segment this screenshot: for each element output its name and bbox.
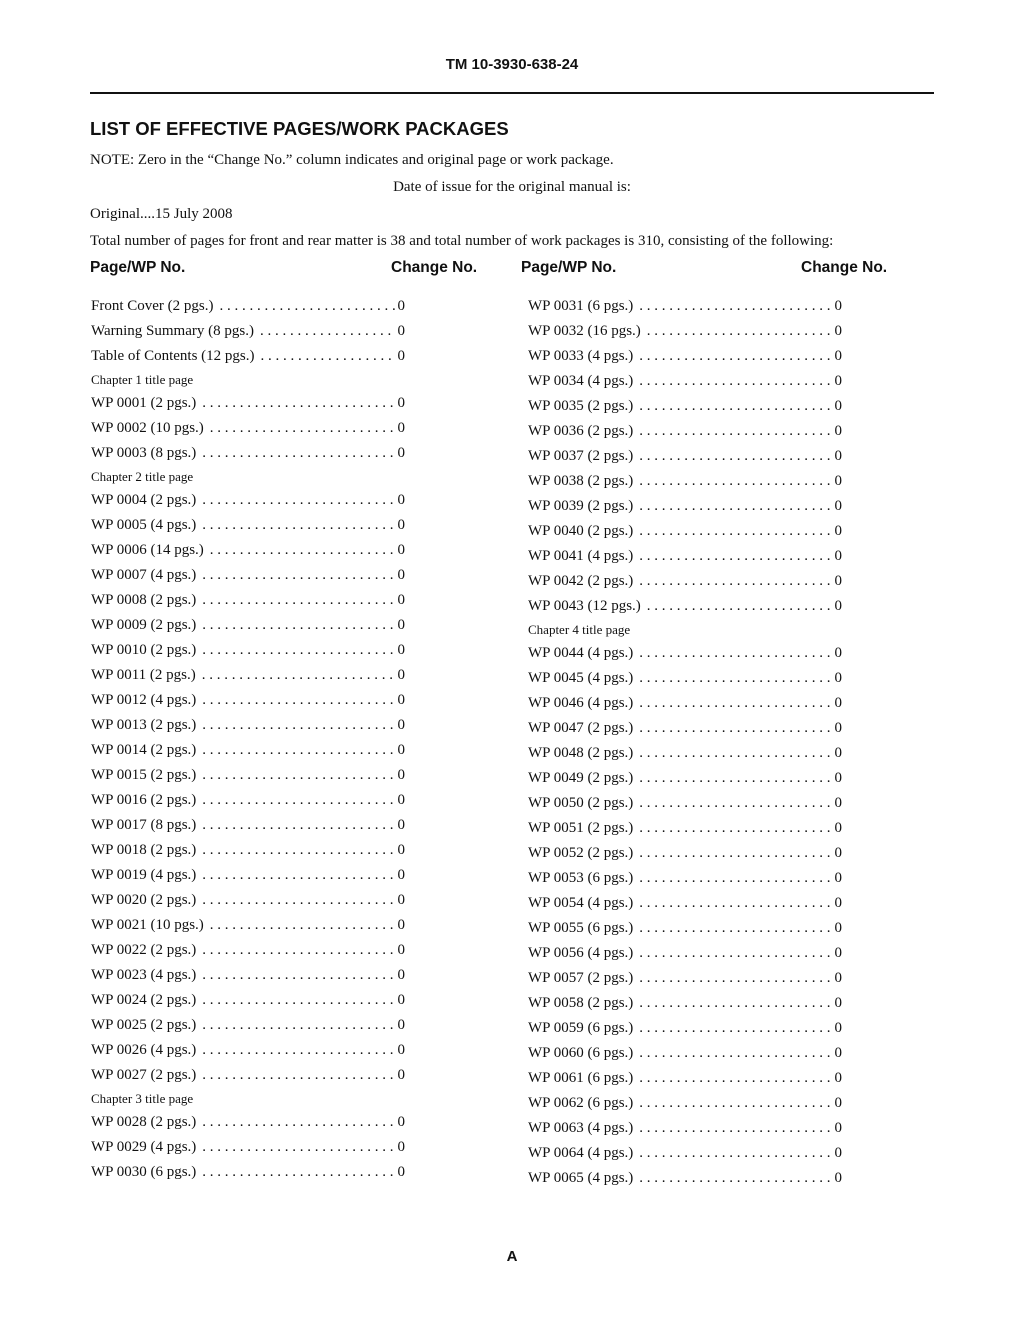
list-item — [91, 938, 405, 963]
entry-label: WP 0060 (6 pgs.) — [528, 1045, 634, 1061]
list-item — [528, 319, 842, 344]
entry-label: WP 0007 (4 pgs.) — [91, 567, 197, 583]
dot-leader — [633, 841, 832, 866]
dot-leader — [196, 1038, 395, 1063]
entry-change-number: 0 — [834, 1120, 842, 1136]
entry-change-number: 0 — [834, 598, 842, 614]
dot-leader — [196, 1013, 395, 1038]
entry-label: WP 0006 (14 pgs.) — [91, 542, 204, 558]
entry-label: WP 0014 (2 pgs.) — [91, 742, 197, 758]
entry-label: WP 0048 (2 pgs.) — [528, 745, 634, 761]
entry-change-number: 0 — [397, 867, 405, 883]
dot-leader — [633, 716, 832, 741]
entry-label: WP 0063 (4 pgs.) — [528, 1120, 634, 1136]
dot-leader — [196, 738, 395, 763]
list-item — [528, 891, 842, 916]
entry-change-number: 0 — [834, 573, 842, 589]
entry-label: WP 0041 (4 pgs.) — [528, 548, 634, 564]
entry-change-number: 0 — [834, 970, 842, 986]
list-item — [91, 441, 405, 466]
page-label: A — [506, 1248, 518, 1265]
list-item — [528, 1166, 842, 1191]
list-item — [91, 588, 405, 613]
entry-change-number: 0 — [834, 920, 842, 936]
chapter-title-entry: Chapter 4 title page — [528, 622, 631, 637]
entry-label: WP 0010 (2 pgs.) — [91, 642, 197, 658]
entry-label: WP 0053 (6 pgs.) — [528, 870, 634, 886]
dot-leader — [633, 1116, 832, 1141]
list-item — [91, 1013, 405, 1038]
list-item — [91, 638, 405, 663]
dot-leader — [633, 966, 832, 991]
list-item — [528, 916, 842, 941]
list-item — [91, 1135, 405, 1160]
entry-label: WP 0021 (10 pgs.) — [91, 917, 204, 933]
entry-label: WP 0036 (2 pgs.) — [528, 423, 634, 439]
list-item — [528, 1091, 842, 1116]
entry-change-number: 0 — [834, 895, 842, 911]
entry-change-number: 0 — [397, 1139, 405, 1155]
dot-leader — [641, 594, 833, 619]
entry-change-number: 0 — [834, 820, 842, 836]
entry-change-number: 0 — [397, 767, 405, 783]
document-number: TM 10-3930-638-24 — [445, 56, 579, 73]
page-title: LIST OF EFFECTIVE PAGES/WORK PACKAGES — [90, 118, 509, 139]
dot-leader — [196, 391, 395, 416]
entry-label: WP 0032 (16 pgs.) — [528, 323, 641, 339]
entry-label: WP 0049 (2 pgs.) — [528, 770, 634, 786]
entry-change-number: 0 — [834, 523, 842, 539]
dot-leader — [196, 763, 395, 788]
entry-label: WP 0039 (2 pgs.) — [528, 498, 634, 514]
entry-label: WP 0029 (4 pgs.) — [91, 1139, 197, 1155]
dot-leader — [204, 913, 396, 938]
list-item — [528, 816, 842, 841]
list-item — [91, 888, 405, 913]
entry-change-number: 0 — [834, 373, 842, 389]
entry-label: WP 0062 (6 pgs.) — [528, 1095, 634, 1111]
list-item — [528, 369, 842, 394]
dot-leader — [214, 294, 396, 319]
entry-change-number: 0 — [834, 995, 842, 1011]
entry-label: WP 0027 (2 pgs.) — [91, 1067, 197, 1083]
entry-change-number: 0 — [397, 567, 405, 583]
right-entry-list — [528, 294, 842, 1191]
dot-leader — [196, 441, 395, 466]
dot-leader — [633, 641, 832, 666]
entry-change-number: 0 — [397, 1164, 405, 1180]
list-item — [91, 688, 405, 713]
dot-leader — [633, 444, 832, 469]
entry-change-number: 0 — [834, 795, 842, 811]
entry-change-number: 0 — [397, 667, 405, 683]
entry-change-number: 0 — [397, 445, 405, 461]
dot-leader — [633, 394, 832, 419]
dot-leader — [196, 963, 395, 988]
chapter-title-entry: Chapter 2 title page — [91, 469, 194, 484]
entry-label: WP 0033 (4 pgs.) — [528, 348, 634, 364]
dot-leader — [633, 469, 832, 494]
entry-label: WP 0035 (2 pgs.) — [528, 398, 634, 414]
list-item — [528, 444, 842, 469]
entry-label: WP 0003 (8 pgs.) — [91, 445, 197, 461]
entry-label: WP 0028 (2 pgs.) — [91, 1114, 197, 1130]
entry-label: WP 0018 (2 pgs.) — [91, 842, 197, 858]
dot-leader — [196, 938, 395, 963]
entry-change-number: 0 — [834, 448, 842, 464]
dot-leader — [633, 419, 832, 444]
entry-change-number: 0 — [834, 1145, 842, 1161]
entry-label: WP 0064 (4 pgs.) — [528, 1145, 634, 1161]
dot-leader — [196, 863, 395, 888]
list-item — [91, 1160, 405, 1185]
list-item — [91, 838, 405, 863]
entry-change-number: 0 — [397, 717, 405, 733]
list-item — [528, 544, 842, 569]
list-item — [528, 519, 842, 544]
entry-change-number: 0 — [834, 398, 842, 414]
list-item — [91, 391, 405, 416]
list-item — [528, 1066, 842, 1091]
left-change-column-header: Change No. — [391, 259, 478, 276]
list-item — [91, 988, 405, 1013]
list-item — [91, 416, 405, 441]
dot-leader — [633, 766, 832, 791]
dot-leader — [633, 991, 832, 1016]
list-item — [528, 641, 842, 666]
entry-change-number: 0 — [397, 395, 405, 411]
right-change-column-header: Change No. — [801, 259, 888, 276]
dot-leader — [633, 494, 832, 519]
entry-label: WP 0043 (12 pgs.) — [528, 598, 641, 614]
entry-change-number: 0 — [397, 1017, 405, 1033]
list-item — [528, 294, 842, 319]
entry-label: WP 0046 (4 pgs.) — [528, 695, 634, 711]
list-item — [91, 863, 405, 888]
list-item — [91, 738, 405, 763]
list-item — [528, 691, 842, 716]
entry-label: WP 0047 (2 pgs.) — [528, 720, 634, 736]
list-item — [91, 813, 405, 838]
entry-label: WP 0020 (2 pgs.) — [91, 892, 197, 908]
entry-label: WP 0030 (6 pgs.) — [91, 1164, 197, 1180]
dot-leader — [633, 1041, 832, 1066]
dot-leader — [204, 538, 396, 563]
entry-label: WP 0013 (2 pgs.) — [91, 717, 197, 733]
entry-change-number: 0 — [834, 745, 842, 761]
dot-leader — [633, 666, 832, 691]
entry-label: Table of Contents (12 pgs.) — [91, 348, 255, 364]
entry-label: WP 0040 (2 pgs.) — [528, 523, 634, 539]
dot-leader — [633, 369, 832, 394]
entry-label: WP 0057 (2 pgs.) — [528, 970, 634, 986]
entry-label: Warning Summary (8 pgs.) — [91, 323, 254, 339]
entry-label: WP 0012 (4 pgs.) — [91, 692, 197, 708]
entry-change-number: 0 — [397, 617, 405, 633]
entry-label: WP 0004 (2 pgs.) — [91, 492, 197, 508]
entry-change-number: 0 — [397, 792, 405, 808]
dot-leader — [633, 691, 832, 716]
entry-change-number: 0 — [397, 592, 405, 608]
header-rule — [90, 92, 934, 94]
chapter-title-entry: Chapter 1 title page — [91, 372, 194, 387]
entry-change-number: 0 — [834, 845, 842, 861]
dot-leader — [196, 488, 395, 513]
dot-leader — [196, 588, 395, 613]
dot-leader — [641, 319, 833, 344]
dot-leader — [633, 741, 832, 766]
entry-label: Front Cover (2 pgs.) — [91, 298, 214, 314]
list-item — [528, 1116, 842, 1141]
dot-leader — [196, 1160, 395, 1185]
dot-leader — [196, 1135, 395, 1160]
dot-leader — [196, 788, 395, 813]
list-item — [528, 344, 842, 369]
dot-leader — [633, 1166, 832, 1191]
dot-leader — [196, 988, 395, 1013]
entry-change-number: 0 — [834, 670, 842, 686]
list-item — [528, 469, 842, 494]
entry-change-number: 0 — [834, 323, 842, 339]
list-item — [91, 963, 405, 988]
entry-label: WP 0024 (2 pgs.) — [91, 992, 197, 1008]
list-item — [528, 494, 842, 519]
entry-change-number: 0 — [397, 642, 405, 658]
list-item — [91, 513, 405, 538]
entry-change-number: 0 — [834, 348, 842, 364]
entry-label: WP 0034 (4 pgs.) — [528, 373, 634, 389]
entry-label: WP 0002 (10 pgs.) — [91, 420, 204, 436]
entry-change-number: 0 — [397, 992, 405, 1008]
list-item — [91, 1038, 405, 1063]
list-item — [528, 941, 842, 966]
dot-leader — [196, 838, 395, 863]
entry-label: WP 0015 (2 pgs.) — [91, 767, 197, 783]
dot-leader — [633, 519, 832, 544]
list-item — [528, 666, 842, 691]
entry-label: WP 0054 (4 pgs.) — [528, 895, 634, 911]
entry-change-number: 0 — [834, 945, 842, 961]
entry-label: WP 0025 (2 pgs.) — [91, 1017, 197, 1033]
entry-label: WP 0052 (2 pgs.) — [528, 845, 634, 861]
list-item — [528, 394, 842, 419]
entry-label: WP 0045 (4 pgs.) — [528, 670, 634, 686]
list-item — [91, 1110, 405, 1135]
dot-leader — [196, 813, 395, 838]
list-item — [528, 419, 842, 444]
list-item — [91, 344, 405, 369]
entry-change-number: 0 — [397, 420, 405, 436]
entry-change-number: 0 — [834, 770, 842, 786]
entry-change-number: 0 — [397, 817, 405, 833]
entry-label: WP 0016 (2 pgs.) — [91, 792, 197, 808]
entry-label: WP 0059 (6 pgs.) — [528, 1020, 634, 1036]
dot-leader — [196, 638, 395, 663]
entry-change-number: 0 — [834, 1020, 842, 1036]
dot-leader — [633, 816, 832, 841]
list-item — [528, 1041, 842, 1066]
entry-label: WP 0058 (2 pgs.) — [528, 995, 634, 1011]
entry-change-number: 0 — [397, 692, 405, 708]
entry-label: WP 0009 (2 pgs.) — [91, 617, 197, 633]
entry-label: WP 0061 (6 pgs.) — [528, 1070, 634, 1086]
chapter-title-entry: Chapter 3 title page — [91, 1091, 194, 1106]
dot-leader — [633, 916, 832, 941]
original-date-line: Original....15 July 2008 — [90, 206, 233, 222]
zero-change-note: NOTE: Zero in the “Change No.” column indicates and original page or work package. — [90, 152, 614, 168]
dot-leader — [633, 1091, 832, 1116]
list-item — [528, 594, 842, 619]
list-item — [91, 294, 405, 319]
entry-label: WP 0005 (4 pgs.) — [91, 517, 197, 533]
dot-leader — [196, 713, 395, 738]
entry-label: WP 0019 (4 pgs.) — [91, 867, 197, 883]
entry-change-number: 0 — [834, 870, 842, 886]
entry-change-number: 0 — [834, 695, 842, 711]
entry-change-number: 0 — [834, 645, 842, 661]
entry-change-number: 0 — [397, 348, 405, 364]
total-pages-line: Total number of pages for front and rear matter is 38 and total number of work packages is 310, consisting of the following: — [90, 233, 834, 249]
entry-change-number: 0 — [397, 298, 405, 314]
entry-change-number: 0 — [397, 842, 405, 858]
dot-leader — [633, 294, 832, 319]
entry-label: WP 0017 (8 pgs.) — [91, 817, 197, 833]
list-item — [528, 1016, 842, 1041]
entry-change-number: 0 — [397, 1114, 405, 1130]
list-item — [91, 913, 405, 938]
list-item — [91, 563, 405, 588]
list-item — [528, 1141, 842, 1166]
entry-label: WP 0056 (4 pgs.) — [528, 945, 634, 961]
entry-label: WP 0008 (2 pgs.) — [91, 592, 197, 608]
list-item — [528, 716, 842, 741]
entry-label: WP 0001 (2 pgs.) — [91, 395, 197, 411]
entry-change-number: 0 — [397, 542, 405, 558]
entry-label: WP 0031 (6 pgs.) — [528, 298, 634, 314]
entry-label: WP 0022 (2 pgs.) — [91, 942, 197, 958]
entry-change-number: 0 — [397, 742, 405, 758]
dot-leader — [196, 563, 395, 588]
entry-label: WP 0044 (4 pgs.) — [528, 645, 634, 661]
list-item — [528, 741, 842, 766]
dot-leader — [633, 344, 832, 369]
list-item — [91, 663, 405, 688]
entry-change-number: 0 — [397, 517, 405, 533]
entry-change-number: 0 — [834, 720, 842, 736]
list-item — [91, 538, 405, 563]
list-item — [528, 766, 842, 791]
entry-change-number: 0 — [834, 548, 842, 564]
list-item — [91, 713, 405, 738]
entry-label: WP 0026 (4 pgs.) — [91, 1042, 197, 1058]
entry-change-number: 0 — [834, 1095, 842, 1111]
dot-leader — [633, 569, 832, 594]
entry-change-number: 0 — [397, 1067, 405, 1083]
list-item — [91, 1063, 405, 1088]
dot-leader — [633, 544, 832, 569]
dot-leader — [633, 891, 832, 916]
dot-leader — [196, 613, 395, 638]
list-item — [91, 319, 405, 344]
issue-date-line: Date of issue for the original manual is: — [393, 179, 631, 195]
dot-leader — [204, 416, 396, 441]
dot-leader — [633, 791, 832, 816]
entry-change-number: 0 — [397, 892, 405, 908]
dot-leader — [196, 663, 396, 688]
list-item — [528, 966, 842, 991]
entry-label: WP 0037 (2 pgs.) — [528, 448, 634, 464]
entry-change-number: 0 — [397, 967, 405, 983]
dot-leader — [196, 888, 395, 913]
dot-leader — [633, 1066, 832, 1091]
dot-leader — [254, 319, 396, 344]
list-item — [528, 991, 842, 1016]
right-page-column-header: Page/WP No. — [521, 259, 617, 276]
list-item — [528, 569, 842, 594]
entry-change-number: 0 — [397, 323, 405, 339]
entry-change-number: 0 — [834, 473, 842, 489]
left-entry-list — [91, 294, 405, 1185]
entry-label: WP 0038 (2 pgs.) — [528, 473, 634, 489]
entry-change-number: 0 — [834, 498, 842, 514]
entry-change-number: 0 — [397, 1042, 405, 1058]
dot-leader — [196, 1110, 395, 1135]
dot-leader — [633, 1016, 832, 1041]
entry-change-number: 0 — [397, 917, 405, 933]
entry-change-number: 0 — [397, 942, 405, 958]
entry-label: WP 0055 (6 pgs.) — [528, 920, 634, 936]
entry-change-number: 0 — [834, 298, 842, 314]
list-item — [528, 866, 842, 891]
list-item — [91, 763, 405, 788]
entry-change-number: 0 — [834, 423, 842, 439]
entry-change-number: 0 — [834, 1070, 842, 1086]
list-item — [91, 613, 405, 638]
list-item — [528, 791, 842, 816]
dot-leader — [633, 866, 832, 891]
list-item — [91, 788, 405, 813]
dot-leader — [196, 688, 395, 713]
dot-leader — [255, 344, 396, 369]
dot-leader — [633, 1141, 832, 1166]
entry-change-number: 0 — [834, 1045, 842, 1061]
dot-leader — [196, 1063, 395, 1088]
list-item — [91, 488, 405, 513]
dot-leader — [633, 941, 832, 966]
entry-label: WP 0023 (4 pgs.) — [91, 967, 197, 983]
entry-label: WP 0065 (4 pgs.) — [528, 1170, 634, 1186]
list-item — [528, 841, 842, 866]
left-page-column-header: Page/WP No. — [90, 259, 186, 276]
entry-change-number: 0 — [834, 1170, 842, 1186]
entry-label: WP 0051 (2 pgs.) — [528, 820, 634, 836]
entry-label: WP 0011 (2 pgs.) — [91, 667, 196, 683]
entry-change-number: 0 — [397, 492, 405, 508]
dot-leader — [196, 513, 395, 538]
entry-label: WP 0042 (2 pgs.) — [528, 573, 634, 589]
entry-label: WP 0050 (2 pgs.) — [528, 795, 634, 811]
